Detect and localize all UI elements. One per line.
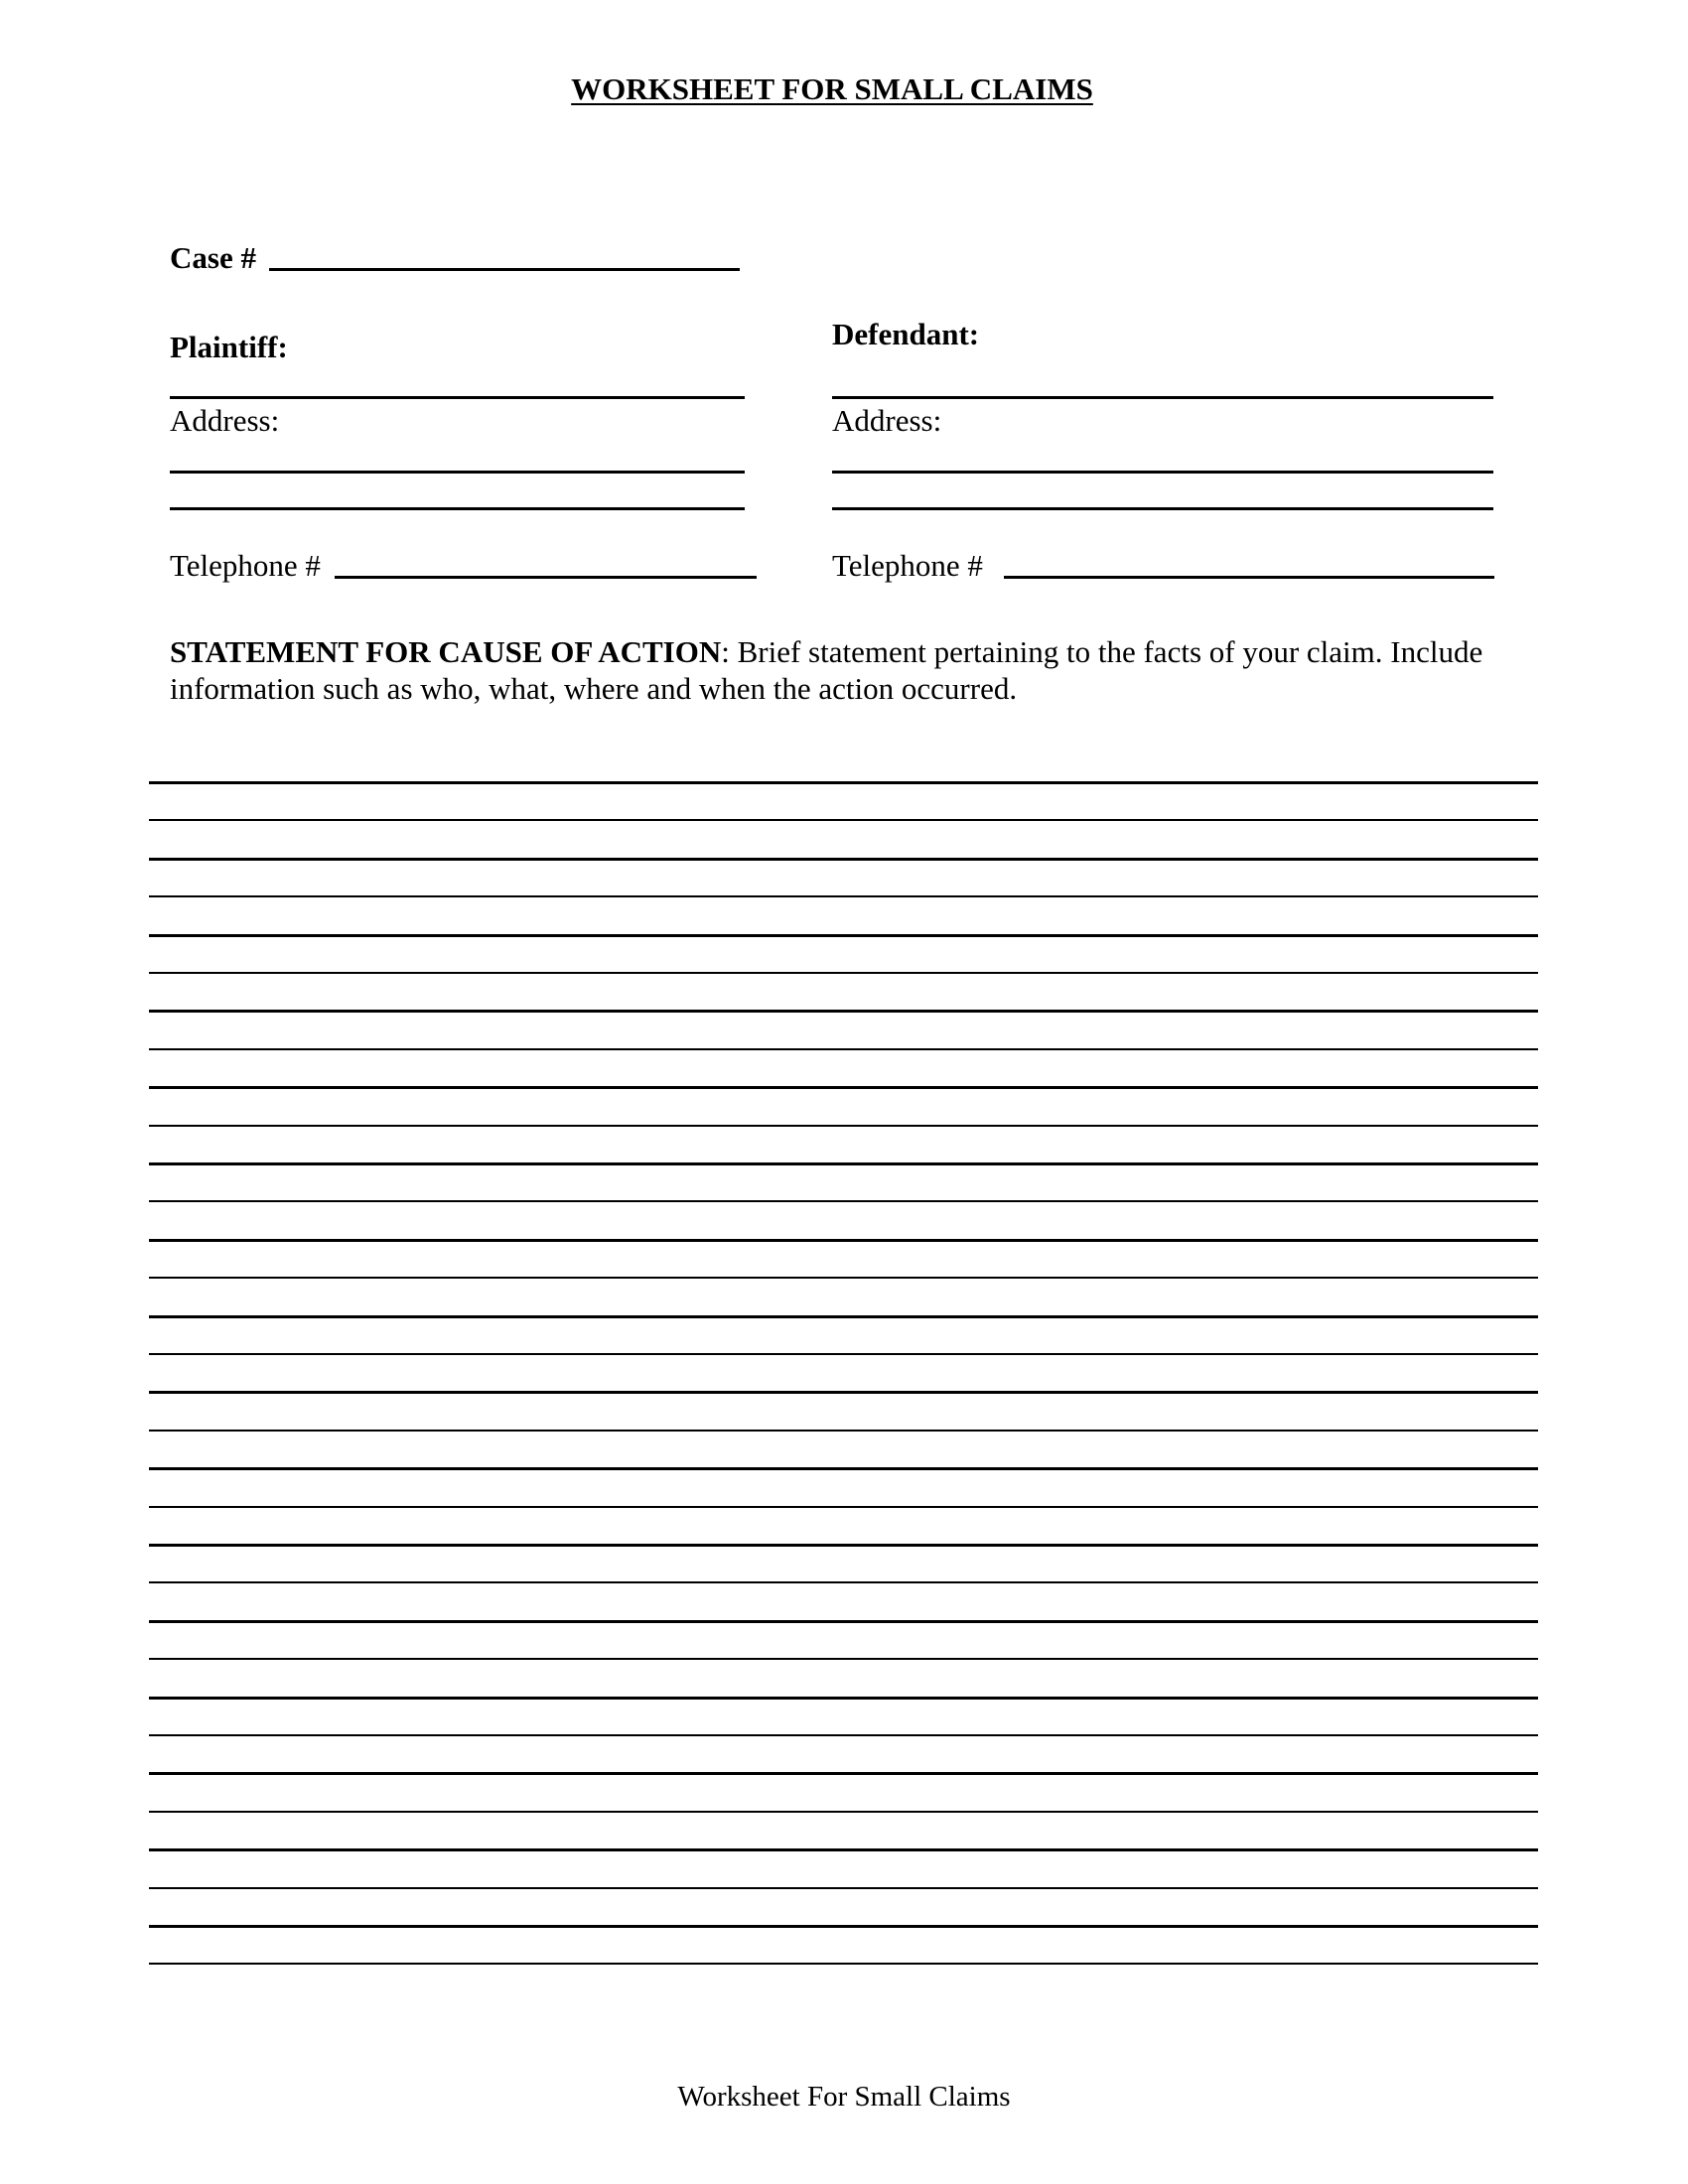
- statement-line[interactable]: [149, 1315, 1538, 1318]
- statement-line[interactable]: [149, 1887, 1538, 1889]
- page-title-text: WORKSHEET FOR SMALL CLAIMS: [571, 71, 1093, 106]
- defendant-address-line-1-field[interactable]: [832, 471, 1493, 474]
- statement-line[interactable]: [149, 1277, 1538, 1279]
- statement-line[interactable]: [149, 781, 1538, 784]
- statement-line[interactable]: [149, 895, 1538, 897]
- page-footer: Worksheet For Small Claims: [677, 2081, 1011, 2113]
- case-number-field[interactable]: [269, 268, 740, 271]
- defendant-address-label: Address:: [832, 403, 942, 438]
- statement-line[interactable]: [149, 1848, 1538, 1851]
- statement-line[interactable]: [149, 972, 1538, 974]
- statement-line[interactable]: [149, 1010, 1538, 1013]
- statement-line[interactable]: [149, 819, 1538, 821]
- statement-line[interactable]: [149, 1925, 1538, 1928]
- statement-line[interactable]: [149, 1544, 1538, 1547]
- statement-line[interactable]: [149, 1162, 1538, 1165]
- plaintiff-address-label: Address:: [170, 403, 280, 438]
- plaintiff-address-line-2-field[interactable]: [170, 507, 745, 510]
- plaintiff-address-line-1-field[interactable]: [170, 471, 745, 474]
- statement-line[interactable]: [149, 1963, 1538, 1965]
- statement-line[interactable]: [149, 1200, 1538, 1202]
- plaintiff-telephone-label: Telephone #: [170, 548, 321, 583]
- statement-line[interactable]: [149, 1620, 1538, 1623]
- defendant-heading: Defendant:: [832, 317, 980, 351]
- defendant-name-field[interactable]: [832, 396, 1493, 399]
- case-number-label: Case #: [170, 240, 256, 275]
- plaintiff-heading: Plaintiff:: [170, 330, 288, 364]
- statement-line[interactable]: [149, 1697, 1538, 1700]
- statement-line[interactable]: [149, 1467, 1538, 1470]
- statement-line[interactable]: [149, 1430, 1538, 1432]
- statement-line[interactable]: [149, 1658, 1538, 1660]
- page-title: [0, 69, 1664, 109]
- statement-line[interactable]: [149, 1734, 1538, 1736]
- statement-line[interactable]: [149, 1353, 1538, 1355]
- statement-line[interactable]: [149, 1125, 1538, 1127]
- statement-line[interactable]: [149, 1048, 1538, 1050]
- defendant-telephone-label: Telephone #: [832, 548, 983, 583]
- statement-line[interactable]: [149, 1811, 1538, 1813]
- statement-line[interactable]: [149, 934, 1538, 937]
- plaintiff-telephone-field[interactable]: [335, 576, 757, 579]
- plaintiff-name-field[interactable]: [170, 396, 745, 399]
- statement-line[interactable]: [149, 1239, 1538, 1242]
- statement-heading: STATEMENT FOR CAUSE OF ACTION: [170, 634, 722, 669]
- defendant-telephone-field[interactable]: [1004, 576, 1494, 579]
- statement-line[interactable]: [149, 1391, 1538, 1394]
- statement-line[interactable]: [149, 858, 1538, 861]
- statement-line[interactable]: [149, 1086, 1538, 1089]
- statement-line[interactable]: [149, 1772, 1538, 1775]
- defendant-address-line-2-field[interactable]: [832, 507, 1493, 510]
- statement-line[interactable]: [149, 1506, 1538, 1508]
- statement-instructions-text: : Brief statement pertaining to the facts of your claim. Include information such as who, what, where and when the action occurred.: [170, 634, 1483, 706]
- statement-instructions: [170, 633, 1540, 707]
- statement-line[interactable]: [149, 1581, 1538, 1583]
